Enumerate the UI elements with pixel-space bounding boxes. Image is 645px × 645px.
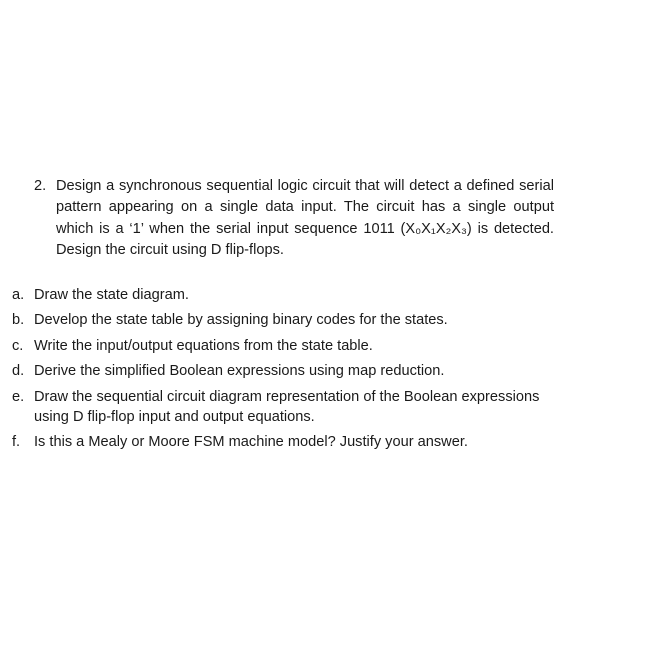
part-item-b [12,310,572,330]
part-text: Develop the state table by assigning binary codes for the states. [34,312,448,329]
part-text: Write the input/output equations from the state table. [34,337,373,354]
question-parts-list [12,285,572,457]
part-letter: f. [12,433,21,450]
question-block [34,176,554,262]
part-item-e [12,387,572,427]
part-item-a [12,285,572,305]
part-text: Is this a Mealy or Moore FSM machine model? Justify your answer. [34,433,468,450]
part-letter: d. [12,363,25,380]
part-item-c [12,336,572,356]
part-text: Draw the sequential circuit diagram representation of the Boolean expressions using D flip-flop input and output equations. [34,388,540,425]
part-text: Draw the state diagram. [34,287,189,303]
part-item-f [12,432,572,452]
part-letter: a. [12,287,25,303]
part-text: Derive the simplified Boolean expressions using map reduction. [34,363,445,380]
part-letter: e. [12,388,25,405]
question-number: 2. [34,178,47,194]
part-letter: b. [12,312,25,329]
question-text: Design a synchronous sequential logic circuit that will detect a defined serial pattern appearing on a single data input. The circuit has a single output which is a ‘1’ when the serial input sequence 1011 (X₀X₁X₂X₃) is detected. Design the circuit using D flip-flops. [56,178,554,259]
part-item-d [12,361,572,381]
part-letter: c. [12,337,24,354]
